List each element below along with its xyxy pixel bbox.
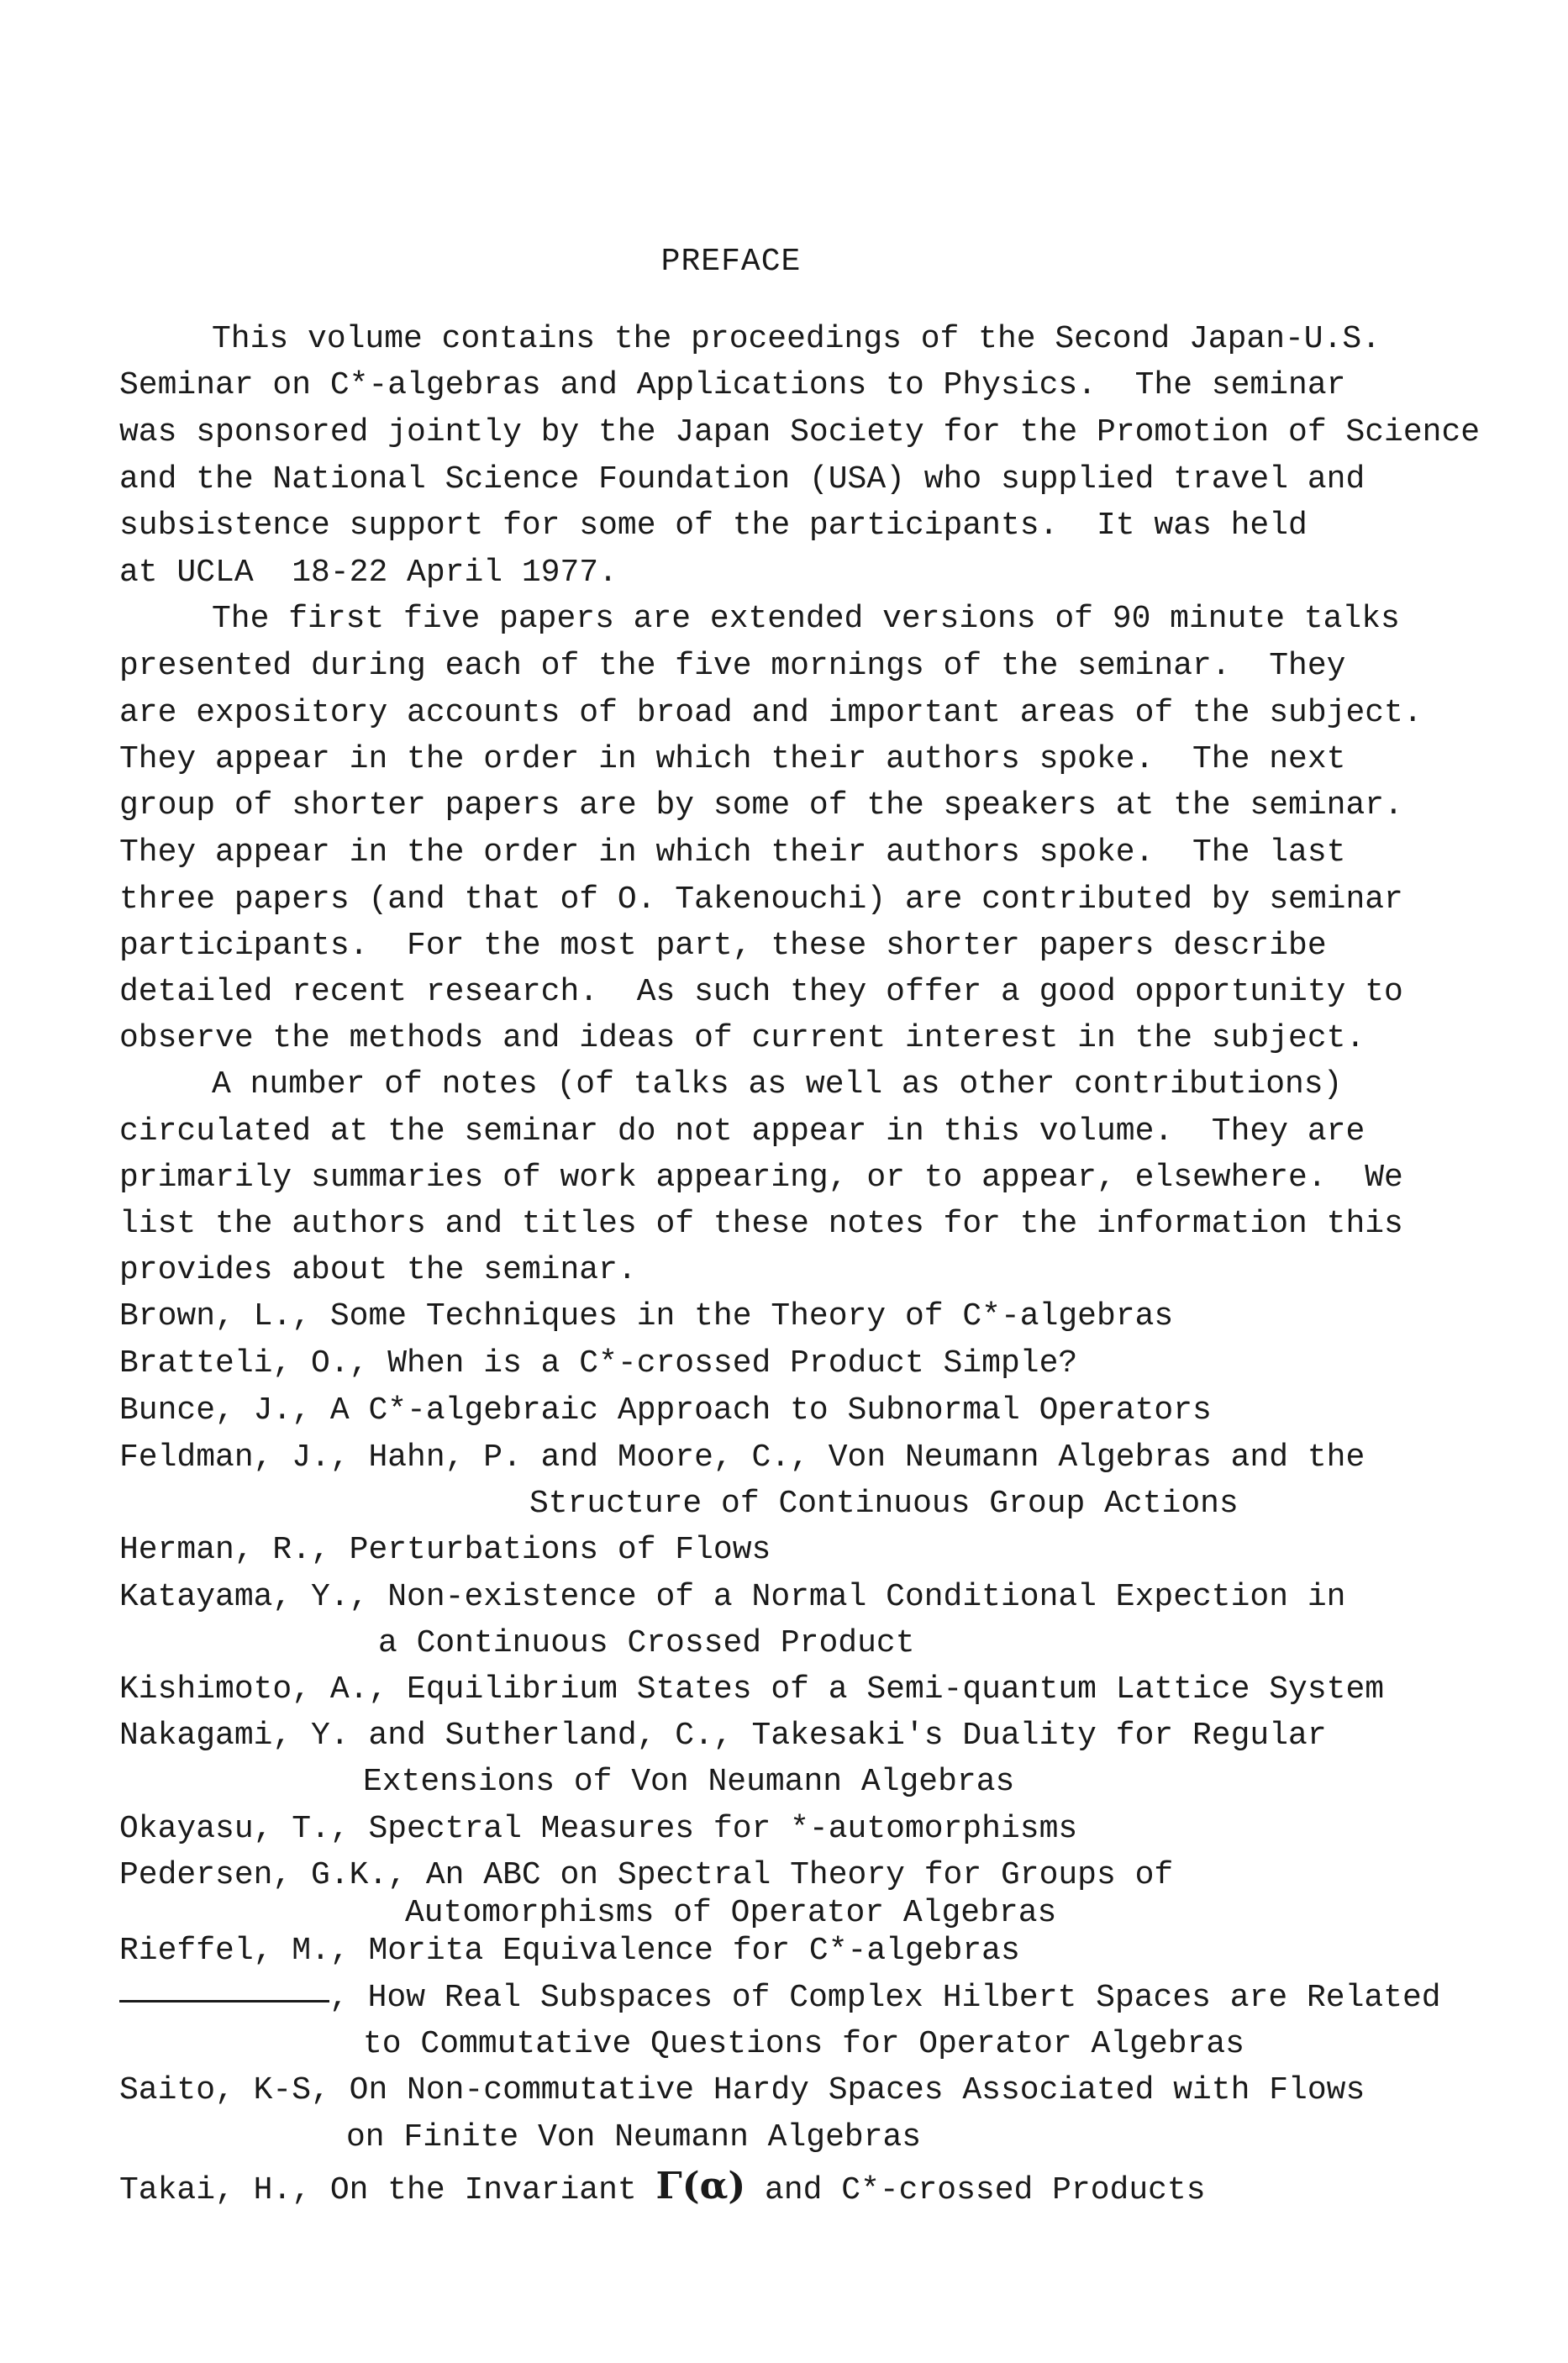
paragraph-line: at UCLA 18-22 April 1977. (119, 555, 618, 591)
reference-entry: Brown, L., Some Techniques in the Theory of C*-algebras (119, 1298, 1174, 1334)
paragraph-line: participants. For the most part, these shorter papers describe (119, 928, 1327, 964)
reference-continuation: Automorphisms of Operator Algebras (405, 1895, 1057, 1931)
reference-entry: Herman, R., Perturbations of Flows (119, 1532, 771, 1568)
reference-continuation: on Finite Von Neumann Algebras (346, 2119, 922, 2155)
reference-text: and C*-crossed Products (745, 2172, 1206, 2208)
reference-continuation: to Commutative Questions for Operator Algebras (363, 2026, 1244, 2062)
reference-entry: Bratteli, O., When is a C*-crossed Product Simple? (119, 1345, 1078, 1381)
paragraph-line: and the National Science Foundation (USA) who supplied travel and (119, 461, 1365, 497)
reference-entry: Bunce, J., A C*-algebraic Approach to Subnormal Operators (119, 1392, 1212, 1429)
reference-entry (119, 1982, 1441, 2014)
paragraph-line: group of shorter papers are by some of the speakers at the seminar. (119, 787, 1403, 824)
gamma-alpha-symbol: Γ(α) (655, 2165, 746, 2208)
page-title: PREFACE (660, 244, 802, 280)
paragraph-line: circulated at the seminar do not appear in this volume. They are (119, 1113, 1365, 1150)
reference-entry: Saito, K-S, On Non-commutative Hardy Spaces Associated with Flows (119, 2072, 1365, 2108)
reference-entry: Nakagami, Y. and Sutherland, C., Takesaki's Duality for Regular (119, 1718, 1327, 1754)
reference-continuation: Extensions of Von Neumann Algebras (363, 1764, 1015, 1800)
paragraph-line: The first five papers are extended versions of 90 minute talks (212, 601, 1400, 637)
paragraph-line: observe the methods and ideas of current interest in the subject. (119, 1020, 1365, 1056)
paragraph-line: primarily summaries of work appearing, or to appear, elsewhere. We (119, 1160, 1403, 1196)
reference-entry: Feldman, J., Hahn, P. and Moore, C., Von Neumann Algebras and the (119, 1439, 1365, 1476)
paragraph-line: A number of notes (of talks as well as other contributions) (212, 1066, 1343, 1103)
reference-text: , How Real Subspaces of Complex Hilbert Spaces are Related (329, 1980, 1441, 2016)
paragraph-line: They appear in the order in which their authors spoke. The last (119, 834, 1346, 871)
paragraph-line: provides about the seminar. (119, 1252, 637, 1288)
reference-continuation: Structure of Continuous Group Actions (529, 1486, 1239, 1522)
paragraph-line: presented during each of the five mornings of the seminar. They (119, 648, 1346, 684)
paragraph-line: list the authors and titles of these notes for the information this (119, 1206, 1403, 1242)
reference-text: Takai, H., On the Invariant (119, 2172, 656, 2208)
reference-entry: Katayama, Y., Non-existence of a Normal Conditional Expection in (119, 1579, 1346, 1615)
paragraph-line: subsistence support for some of the participants. It was held (119, 508, 1308, 544)
paragraph-line: are expository accounts of broad and important areas of the subject. (119, 695, 1423, 731)
reference-continuation: a Continuous Crossed Product (378, 1625, 915, 1661)
paragraph-line: Seminar on C*-algebras and Applications to Physics. The seminar (119, 367, 1346, 403)
paragraph-line: was sponsored jointly by the Japan Society for the Promotion of Science (119, 414, 1481, 450)
reference-entry (119, 2165, 1206, 2208)
reference-entry: Kishimoto, A., Equilibrium States of a Semi-quantum Lattice System (119, 1671, 1385, 1708)
paragraph-line: detailed recent research. As such they offer a good opportunity to (119, 974, 1403, 1010)
reference-entry: Okayasu, T., Spectral Measures for *-automorphisms (119, 1811, 1078, 1847)
ditto-rule (119, 1999, 329, 2002)
paragraph-line: three papers (and that of O. Takenouchi) are contributed by seminar (119, 882, 1403, 918)
paragraph-line: This volume contains the proceedings of the Second Japan-U.S. (212, 321, 1381, 357)
reference-entry: Pedersen, G.K., An ABC on Spectral Theory for Groups of (119, 1857, 1174, 1893)
paragraph-line: They appear in the order in which their authors spoke. The next (119, 741, 1346, 777)
reference-entry: Rieffel, M., Morita Equivalence for C*-algebras (119, 1933, 1020, 1969)
